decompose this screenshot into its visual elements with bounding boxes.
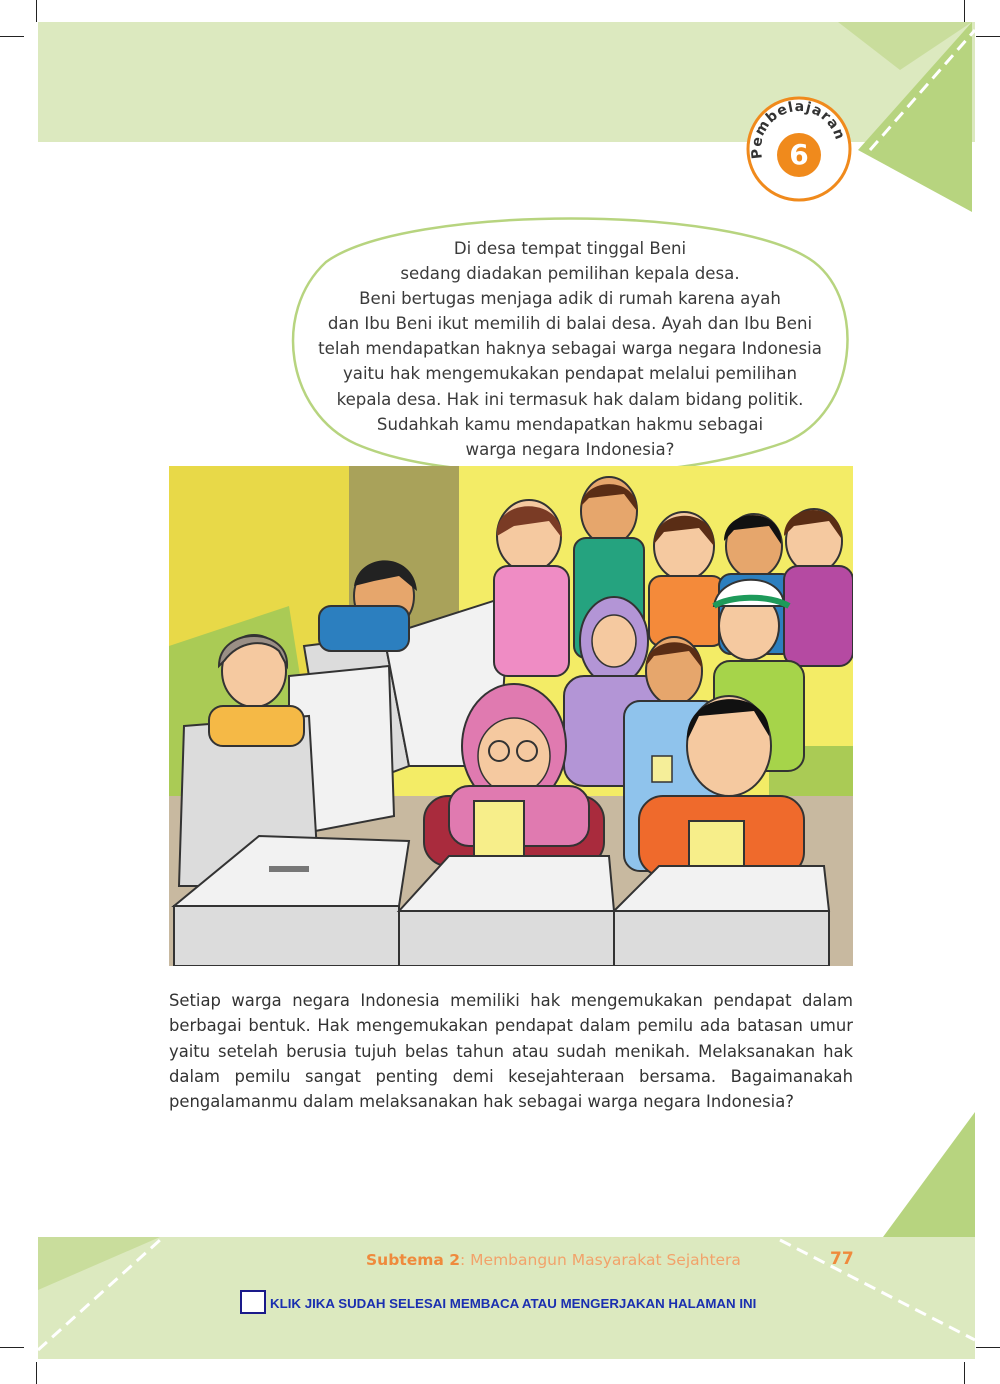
page-number: 77	[830, 1249, 854, 1269]
bubble-line: kepala desa. Hak ini termasuk hak dalam bidang politik.	[336, 389, 804, 409]
read-confirm-link[interactable]: KLIK JIKA SUDAH SELESAI MEMBACA ATAU MENGERJAKAN HALAMAN INI	[270, 1296, 757, 1311]
lesson-badge-label: Pembelajaran	[748, 98, 848, 160]
bubble-line: Di desa tempat tinggal Beni	[453, 239, 687, 258]
bubble-line: Beni bertugas menjaga adik di rumah karena ayah	[359, 289, 781, 309]
speech-bubble-text	[296, 236, 844, 462]
body-paragraph: Setiap warga negara Indonesia memiliki hak mengemukakan pendapat dalam berbagai bentuk. Hak mengemukakan pendapat dalam pemilu ada batasan umur yaitu setelah berusia tujuh belas tahun atau sudah menikah. Melaksanakan hak dalam pemilu sangat penting demi kesejahteraan bersama. Bagaimanakah pengalamanmu dalam melaksanakan hak sebagai warga negara Indonesia?	[169, 991, 853, 1112]
bubble-line: Sudahkah kamu mendapatkan hakmu sebagai	[376, 414, 764, 434]
voting-illustration	[169, 466, 853, 966]
bubble-line: warga negara Indonesia?	[465, 439, 675, 459]
lesson-number: 6	[777, 133, 821, 177]
read-confirm-checkbox[interactable]	[240, 1290, 266, 1314]
bubble-line: yaitu hak mengemukakan pendapat melalui pemilihan	[342, 364, 798, 384]
subtema-label: Subtema 2	[366, 1251, 461, 1269]
footer-decoration	[0, 1100, 1000, 1384]
bubble-line: sedang diadakan pemilihan kepala desa.	[400, 264, 740, 284]
subtema-title: : Membangun Masyarakat Sejahtera	[460, 1251, 741, 1269]
voting-scene-image	[169, 466, 853, 966]
bubble-line: telah mendapatkan haknya sebagai warga negara Indonesia	[318, 339, 822, 359]
bubble-line: dan Ibu Beni ikut memilih di balai desa. Ayah dan Ibu Beni	[327, 314, 813, 334]
footer-subtema	[366, 1251, 741, 1269]
